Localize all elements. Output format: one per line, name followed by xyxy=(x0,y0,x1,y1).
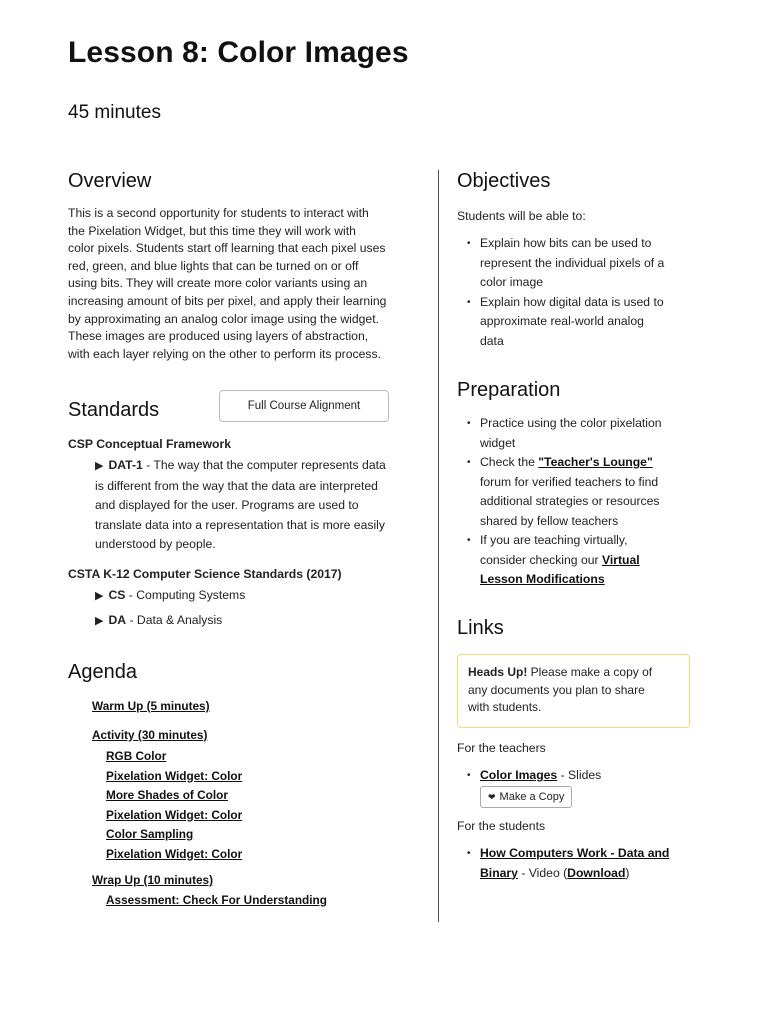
standard-cs[interactable] xyxy=(95,586,245,607)
list-item-line: Explain how bits can be used to xyxy=(480,236,652,250)
overview-heading: Overview xyxy=(68,170,152,192)
full-course-alignment-button[interactable]: Full Course Alignment xyxy=(219,390,389,422)
agenda-subitem-link[interactable]: Pixelation Widget: Color xyxy=(106,768,243,783)
list-item-line: widget xyxy=(480,435,516,450)
agenda-subitem-link[interactable]: Pixelation Widget: Color xyxy=(106,846,243,861)
agenda-heading: Agenda xyxy=(68,661,137,683)
agenda-warmup-link[interactable]: Warm Up (5 minutes) xyxy=(92,699,210,713)
standard-text: and displayed for the user. Programs are used to xyxy=(95,498,359,512)
agenda-subitem-link[interactable]: More Shades of Color xyxy=(106,788,228,802)
download-link[interactable]: Download xyxy=(567,865,626,880)
agenda-subitem-link[interactable]: RGB Color xyxy=(106,749,167,763)
overview-line: the Pixelation Widget, but this time they will work with xyxy=(68,223,356,238)
page-title: Lesson 8: Color Images xyxy=(68,36,409,69)
list-item: • Check the "Teacher's Lounge" forum for verified teachers to find additional strategies or resources shared by fellow teachers xyxy=(457,453,717,531)
how-computers-work-link[interactable]: How Computers Work - Data and xyxy=(480,846,670,860)
overview-line: This is a second opportunity for students to interact with xyxy=(68,206,369,220)
list-item: • Explain how digital data is used to approximate real-world analog data xyxy=(457,293,707,352)
list-item: • Color Images - Slides xyxy=(467,768,602,782)
list-item-text: consider checking our xyxy=(480,552,602,567)
lesson-duration: 45 minutes xyxy=(68,102,161,123)
teachers-lounge-link[interactable]: "Teacher's Lounge" xyxy=(538,455,653,469)
list-item-text: Check the xyxy=(480,455,539,469)
agenda-subitem-link[interactable]: Color Sampling xyxy=(106,827,194,841)
preparation-list xyxy=(457,414,717,590)
agenda-activity-list xyxy=(106,747,242,864)
overview-line: with each layer relying on the other to perform its process. xyxy=(68,346,381,361)
students-label: For the students xyxy=(457,819,546,833)
standard-text: - Computing Systems xyxy=(125,588,246,602)
color-images-slides-link[interactable]: Color Images xyxy=(480,768,558,782)
list-item-line: Explain how digital data is used to xyxy=(480,294,664,309)
virtual-lesson-link[interactable]: Virtual xyxy=(601,552,640,567)
standard-text: is different from the way that the data are interpreted xyxy=(95,478,378,493)
list-item: • Practice using the color pixelation widget xyxy=(457,414,717,453)
overview-line: These images are produced using layers of abstraction, xyxy=(68,329,369,344)
how-computers-work-link[interactable]: Binary xyxy=(480,865,518,880)
standard-da[interactable] xyxy=(95,611,222,632)
list-item-line: forum for verified teachers to find xyxy=(480,474,659,489)
list-item-line: Practice using the color pixelation xyxy=(480,416,662,430)
overview-line: increasing amount of bits per pixel, and apply their learning xyxy=(68,293,387,308)
standard-text: - Data & Analysis xyxy=(126,613,223,627)
callout-text: any documents you plan to share xyxy=(468,682,645,697)
list-item-line: color image xyxy=(480,275,543,289)
standards-heading: Standards xyxy=(68,399,160,421)
standard-code[interactable]: DAT-1 xyxy=(108,458,143,472)
standard-text: translate data into a representation that is more easily xyxy=(95,517,385,532)
preparation-heading: Preparation xyxy=(457,379,561,401)
agenda-subitem-link[interactable]: Pixelation Widget: Color xyxy=(106,807,243,822)
column-divider xyxy=(438,170,439,922)
teachers-label: For the teachers xyxy=(457,741,546,755)
overview-line: using bits. They will create more color variants using an xyxy=(68,276,368,291)
heart-icon: ❤ xyxy=(488,791,496,802)
list-item-line: shared by fellow teachers xyxy=(480,513,619,528)
agenda-assessment-link[interactable]: Assessment: Check For Understanding xyxy=(106,893,327,907)
expand-triangle-icon[interactable]: ▶ xyxy=(95,615,104,627)
expand-triangle-icon[interactable]: ▶ xyxy=(95,590,104,602)
list-item: • Explain how bits can be used to represent the individual pixels of a color image xyxy=(457,234,707,293)
link-suffix: ) xyxy=(625,865,630,880)
expand-triangle-icon[interactable]: ▶ xyxy=(95,460,104,472)
agenda-activity-link[interactable]: Activity (30 minutes) xyxy=(92,728,208,742)
objectives-list xyxy=(457,234,707,351)
csta-framework-label: CSTA K-12 Computer Science Standards (2017) xyxy=(68,567,342,581)
list-item: • How Computers Work - Data and Binary - Video (Download) xyxy=(467,846,670,880)
teacher-links-list xyxy=(457,766,717,786)
agenda-wrapup-link[interactable]: Wrap Up (10 minutes) xyxy=(92,873,214,887)
callout-title: Heads Up! xyxy=(468,665,528,679)
overview-line: by approximating an analog color image using the widget. xyxy=(68,311,379,326)
standard-text: - The way that the computer represents data xyxy=(142,458,386,472)
link-suffix: - Video ( xyxy=(517,865,568,880)
link-suffix: - Slides xyxy=(557,768,602,782)
virtual-lesson-link[interactable]: Lesson Modifications xyxy=(480,572,605,586)
list-item: • If you are teaching virtually, consider checking our Virtual Lesson Modifications xyxy=(457,531,717,590)
standard-code[interactable]: DA xyxy=(108,613,127,627)
callout-text: Please make a copy of xyxy=(527,665,653,679)
heads-up-callout xyxy=(457,654,690,728)
standard-text: understood by people. xyxy=(95,537,216,551)
student-links-list xyxy=(457,844,727,883)
list-item-line: approximate real-world analog xyxy=(480,314,644,328)
list-item-line: If you are teaching virtually, xyxy=(480,533,628,547)
overview-text xyxy=(68,205,428,363)
standard-dat1 xyxy=(95,456,425,555)
overview-line: red, green, and blue lights that can be turned on or off xyxy=(68,258,359,273)
callout-text: with students. xyxy=(468,700,542,714)
objectives-intro: Students will be able to: xyxy=(457,209,586,223)
make-a-copy-label: Make a Copy xyxy=(499,791,565,803)
make-a-copy-button[interactable] xyxy=(480,786,572,808)
overview-line: color pixels. Students start off learning that each pixel uses xyxy=(68,241,386,256)
list-item-line: represent the individual pixels of a xyxy=(480,255,665,270)
standard-code[interactable]: CS xyxy=(108,588,126,602)
list-item-line: data xyxy=(480,333,504,348)
links-heading: Links xyxy=(457,617,504,639)
list-item-line: additional strategies or resources xyxy=(480,494,660,508)
objectives-heading: Objectives xyxy=(457,170,551,192)
csp-framework-label: CSP Conceptual Framework xyxy=(68,437,231,451)
